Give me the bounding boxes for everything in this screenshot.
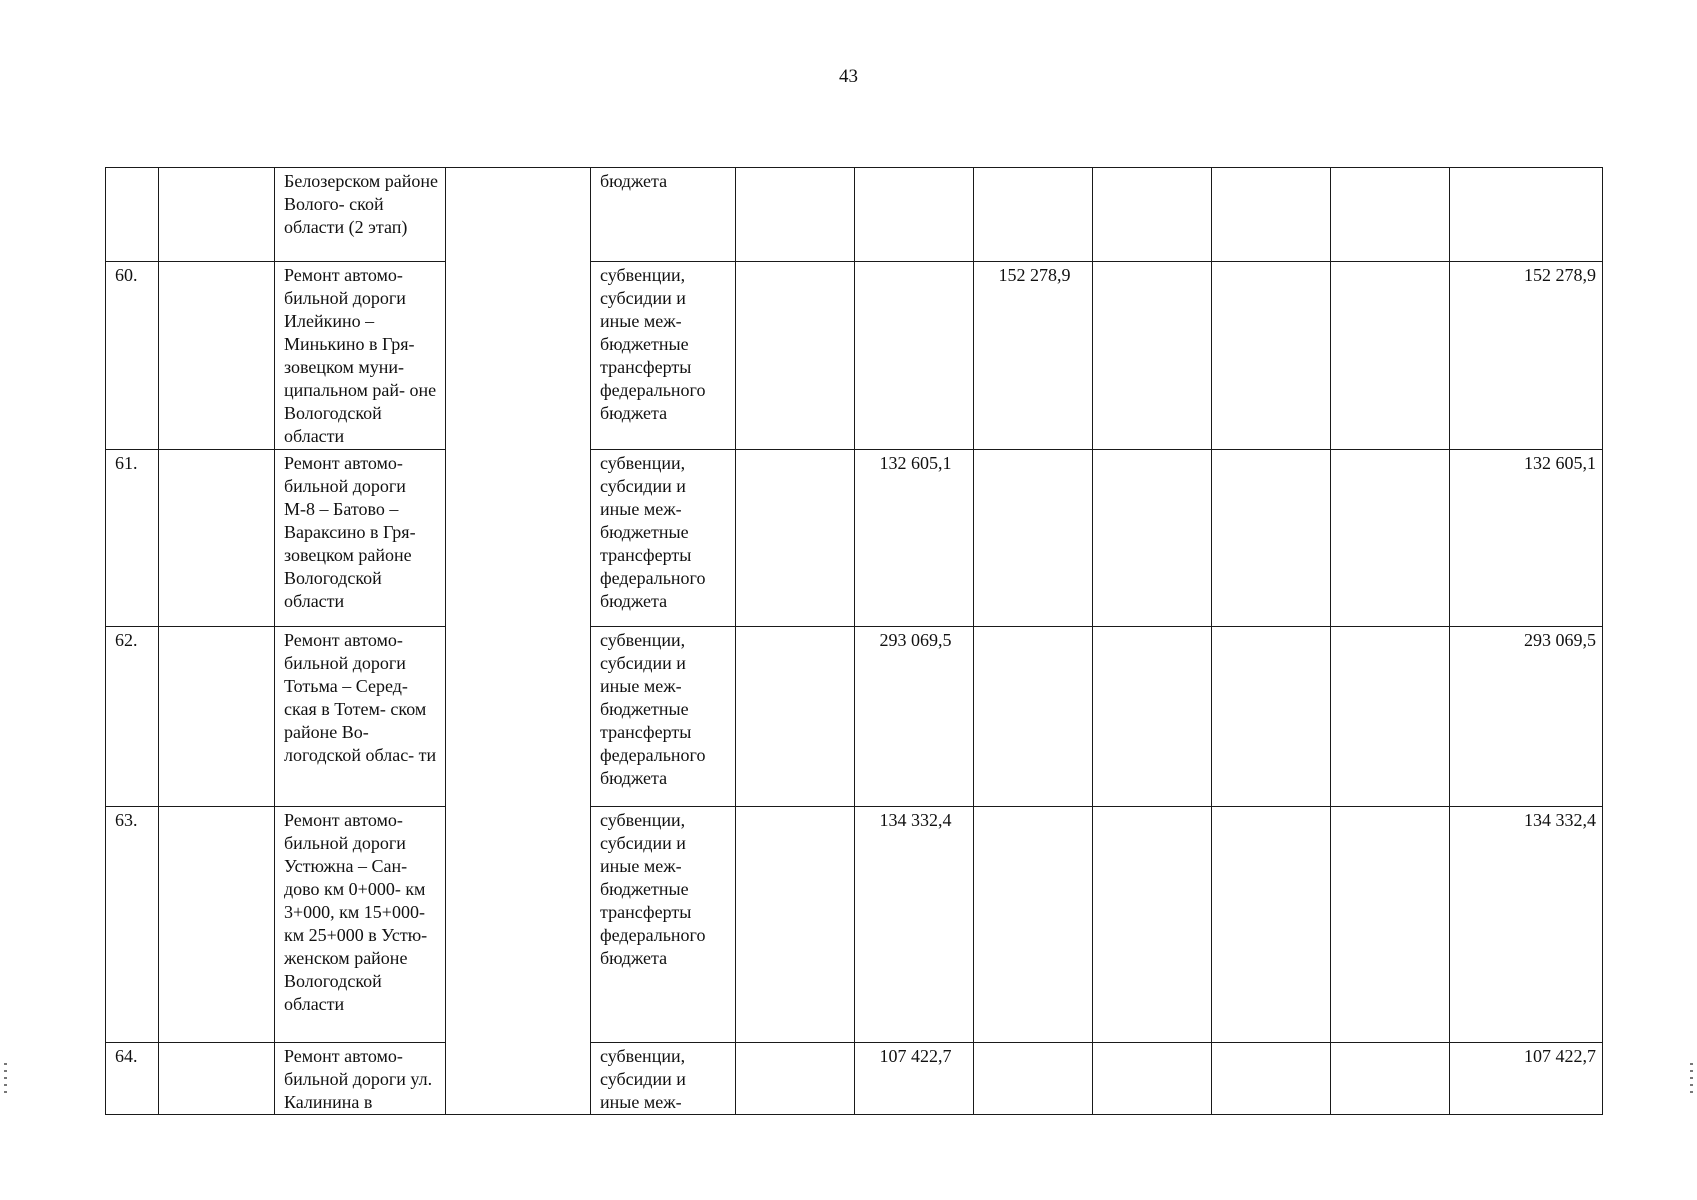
total-amount: 152 278,9 <box>1450 262 1603 450</box>
amount-cell <box>974 450 1093 627</box>
amount-cell <box>1212 450 1331 627</box>
object-name: Ремонт автомо- бильной дороги Устюжна – Сан- дово км 0+000- км 3+000, км 15+000-км 25+000 в Устю- женском районе Вологодской области <box>275 807 446 1043</box>
row-number <box>106 168 159 262</box>
amount-cell: 293 069,5 <box>855 627 974 807</box>
amount-cell <box>1212 262 1331 450</box>
amount-cell <box>736 450 855 627</box>
amount-cell <box>736 807 855 1043</box>
table-row <box>106 168 1603 262</box>
amount-cell <box>1331 450 1450 627</box>
amount-cell <box>1331 1043 1450 1115</box>
code-cell <box>159 450 275 627</box>
code-cell <box>159 807 275 1043</box>
amount-cell <box>736 627 855 807</box>
object-name: Ремонт автомо- бильной дороги Тотьма – Серед- ская в Тотем- ском районе Во- логодской облас- ти <box>275 627 446 807</box>
amount-cell <box>1331 168 1450 262</box>
row-number: 61. <box>106 450 159 627</box>
table-row <box>106 262 1603 450</box>
executor-cell <box>446 168 591 1115</box>
amount-cell: 134 332,4 <box>855 807 974 1043</box>
page-number: 43 <box>839 66 858 87</box>
table-row <box>106 450 1603 627</box>
total-amount: 293 069,5 <box>1450 627 1603 807</box>
budget-table <box>105 167 1603 1115</box>
amount-cell <box>974 807 1093 1043</box>
amount-cell <box>736 168 855 262</box>
amount-cell <box>1331 627 1450 807</box>
amount-cell <box>974 1043 1093 1115</box>
amount-cell <box>974 627 1093 807</box>
amount-cell: 132 605,1 <box>855 450 974 627</box>
object-name: Белозерском районе Волого- ской области (2 этап) <box>275 168 446 262</box>
code-cell <box>159 262 275 450</box>
row-number: 60. <box>106 262 159 450</box>
table-row <box>106 1043 1603 1115</box>
amount-cell <box>1212 168 1331 262</box>
code-cell <box>159 627 275 807</box>
amount-cell <box>855 262 974 450</box>
amount-cell <box>1331 262 1450 450</box>
amount-cell <box>1093 168 1212 262</box>
amount-cell <box>1212 1043 1331 1115</box>
amount-cell <box>1093 807 1212 1043</box>
amount-cell <box>1212 807 1331 1043</box>
amount-cell <box>1093 627 1212 807</box>
row-number: 64. <box>106 1043 159 1115</box>
code-cell <box>159 1043 275 1115</box>
row-number: 62. <box>106 627 159 807</box>
amount-cell <box>736 1043 855 1115</box>
total-amount: 132 605,1 <box>1450 450 1603 627</box>
funding-source: субвенции, субсидии и иные меж- бюджетные трансферты федерального бюджета <box>591 262 736 450</box>
right-scan-marks <box>1690 1063 1693 1097</box>
row-number: 63. <box>106 807 159 1043</box>
amount-cell <box>1212 627 1331 807</box>
amount-cell <box>1093 450 1212 627</box>
funding-source: субвенции, субсидии и иные меж- <box>591 1043 736 1115</box>
object-name: Ремонт автомо- бильной дороги Илейкино – Минькино в Гря- зовецком муни- ципальном рай- оне Вологодской области <box>275 262 446 450</box>
amount-cell <box>736 262 855 450</box>
amount-cell <box>1093 262 1212 450</box>
table-row <box>106 807 1603 1043</box>
code-cell <box>159 168 275 262</box>
total-amount: 134 332,4 <box>1450 807 1603 1043</box>
amount-cell <box>974 168 1093 262</box>
amount-cell: 107 422,7 <box>855 1043 974 1115</box>
total-amount: 107 422,7 <box>1450 1043 1603 1115</box>
funding-source: субвенции, субсидии и иные меж- бюджетные трансферты федерального бюджета <box>591 807 736 1043</box>
table-row <box>106 627 1603 807</box>
amount-cell <box>1331 807 1450 1043</box>
amount-cell: 152 278,9 <box>974 262 1093 450</box>
amount-cell <box>1093 1043 1212 1115</box>
funding-source: субвенции, субсидии и иные меж- бюджетные трансферты федерального бюджета <box>591 450 736 627</box>
object-name: Ремонт автомо- бильной дороги М-8 – Батово – Вараксино в Гря- зовецком районе Вологодской области <box>275 450 446 627</box>
amount-cell <box>855 168 974 262</box>
left-scan-marks <box>4 1063 7 1097</box>
funding-source: субвенции, субсидии и иные меж- бюджетные трансферты федерального бюджета <box>591 627 736 807</box>
funding-source: бюджета <box>591 168 736 262</box>
total-amount <box>1450 168 1603 262</box>
object-name: Ремонт автомо- бильной дороги ул. Калинина в <box>275 1043 446 1115</box>
